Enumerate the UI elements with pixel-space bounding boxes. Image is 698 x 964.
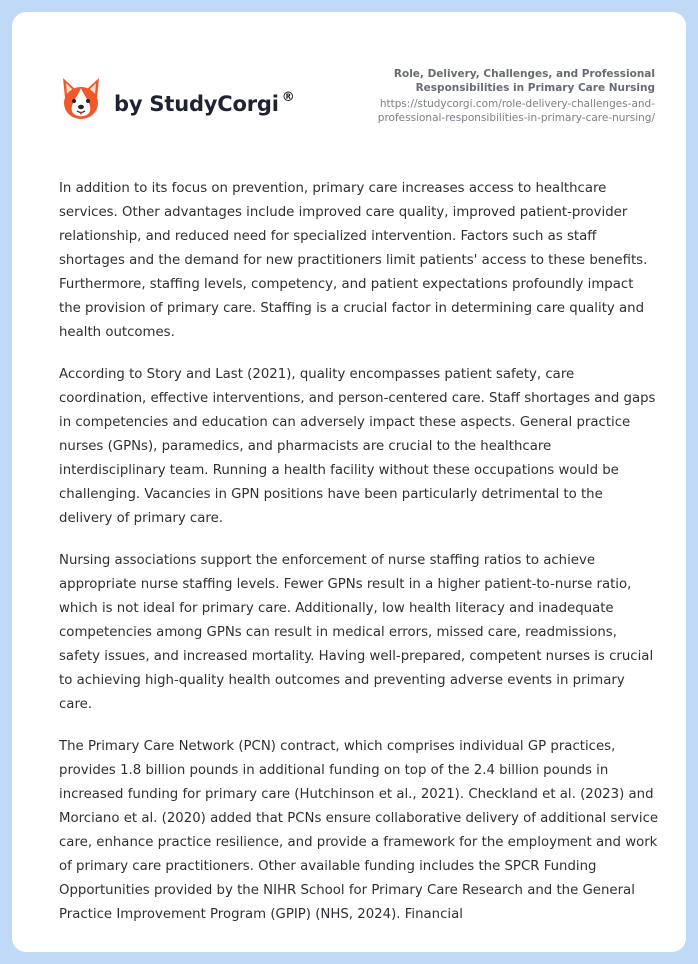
paragraph: The Primary Care Network (PCN) contract, which comprises individual GP practices, provides 1.8 billion pounds in additional funding on top of the 2.4 billion pounds in increased funding for primary care (Hutchinson et al., 2021). Checkland et al. (2023) and Morciano et al. (2020) added that PCNs ensure collaborative delivery of additional service care, enhance practice resilience, and provide a framework for the employment and work of primary care practitioners. Other available funding includes the SPCR Funding Opportunities provided by the NIHR School for Primary Care Research and the General Practice Improvement Program (GPIP) (NHS, 2024). Financial xyxy=(59,739,659,922)
paragraph: Nursing associations support the enforcement of nurse staffing ratios to achieve appropriate nurse staffing levels. Fewer GPNs result in a higher patient-to-nurse ratio, which is not ideal for primary care. Additionally, low health literacy and inadequate competencies among GPNs can result in medical errors, missed care, readmissions, safety issues, and increased mortality. Having well-prepared, competent nurses is crucial to achieving high-quality health outcomes and preventing adverse events in primary care. xyxy=(59,553,654,712)
paragraph: According to Story and Last (2021), quality encompasses patient safety, care coordination, effective interventions, and person-centered care. Staff shortages and gaps in competencies and education can adversely impact these aspects. General practice nurses (GPNs), paramedics, and pharmacists are crucial to the healthcare interdisciplinary team. Running a health facility without these occupations would be challenging. Vacancies in GPN positions have been particularly detrimental to the delivery of primary care. xyxy=(59,367,656,526)
brand-name: by StudyCorgi ® xyxy=(114,90,295,116)
paragraph: In addition to its focus on prevention, primary care increases access to healthcare services. Other advantages include improved care quality, improved patient-provider relationship, and reduced need for specialized intervention. Factors such as staff shortages and the demand for new practitioners limit patients' access to these benefits. Furthermore, staffing levels, competency, and patient expectations profoundly impact the provision of primary care. Staffing is a crucial factor in determining care quality and health outcomes. xyxy=(59,181,648,340)
document-title: Role, Delivery, Challenges, and Professional Responsibilities in Primary Care Nursing xyxy=(393,68,655,94)
document-url[interactable]: https://studycorgi.com/role-delivery-challenges-and-professional-responsibilities-in-primary-care-nursing/ xyxy=(377,98,655,124)
article-body xyxy=(59,177,659,945)
document-page xyxy=(12,12,686,952)
document-meta xyxy=(325,67,655,125)
registered-mark: ® xyxy=(281,90,295,105)
studycorgi-logo[interactable] xyxy=(60,76,295,122)
corgi-logo-icon xyxy=(60,76,102,122)
